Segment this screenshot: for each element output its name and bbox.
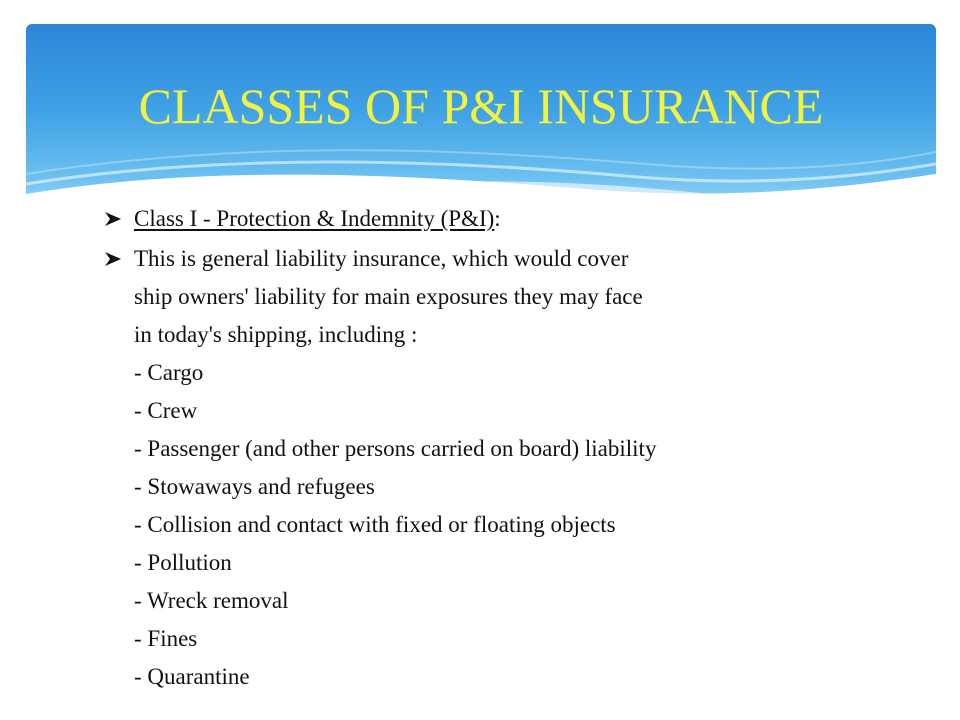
description-line: ship owners' liability for main exposures they may face [134,284,643,309]
exposure-item: - Stowaways and refugees [134,474,375,499]
class-heading: Class I - Protection & Indemnity (P&I) [134,206,495,231]
bullet-item-description [104,240,904,696]
exposure-item: - Fines [134,626,198,651]
description-line: This is general liability insurance, which would cover [134,246,629,271]
arrowhead-bullet-icon [104,251,122,267]
bullet-list [104,200,904,696]
exposure-item: - Pollution [134,550,232,575]
exposure-item: - Wreck removal [134,588,289,613]
class-heading-colon: : [494,206,501,231]
exposure-item: - Quarantine [134,664,250,689]
description-line: in today's shipping, including : [134,322,418,347]
exposure-item: - Collision and contact with fixed or floating objects [134,512,616,537]
bullet-item-class-heading [104,200,904,238]
slide-title: CLASSES OF P&I INSURANCE [138,78,824,134]
arrowhead-bullet-icon [104,211,122,227]
exposure-item: - Passenger (and other persons carried on board) liability [134,436,657,461]
exposure-item: - Crew [134,398,198,423]
exposure-item: - Cargo [134,360,204,385]
